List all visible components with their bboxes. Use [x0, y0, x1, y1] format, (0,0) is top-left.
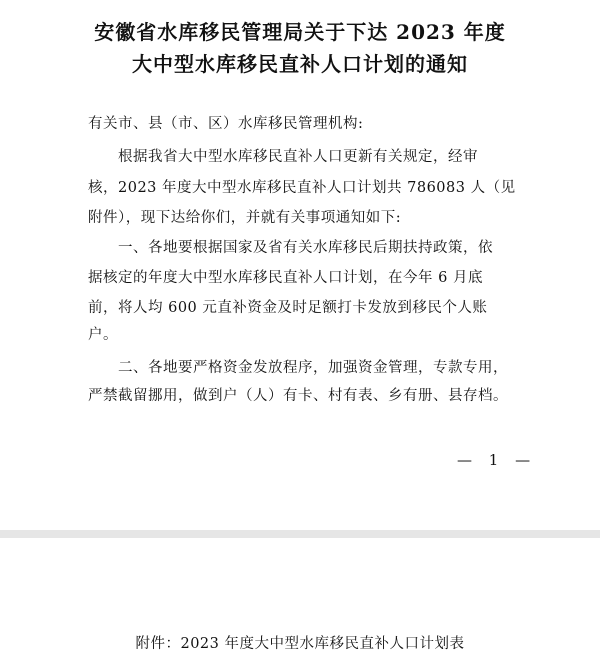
- document-page-2: [0, 538, 600, 662]
- attachment-line: 附件：2023 年度大中型水库移民直补人口计划表: [135, 636, 465, 652]
- document-title-line-1: 安徽省水库移民管理局关于下达 2023 年度: [94, 20, 506, 44]
- salutation: 有关市、县（市、区）水库移民管理机构:: [88, 116, 364, 132]
- page-number: — 1 —: [457, 451, 537, 469]
- body-line: 附件），现下达给你们，并就有关事项通知如下:: [88, 210, 402, 226]
- body-line: 前，将人均 600 元直补资金及时足额打卡发放到移民个人账: [88, 300, 488, 316]
- body-line: 核，2023 年度大中型水库移民直补人口计划共 786083 人（见: [88, 180, 516, 196]
- body-line: 据核定的年度大中型水库移民直补人口计划，在今年 6 月底: [88, 270, 483, 286]
- body-line: 根据我省大中型水库移民直补人口更新有关规定，经审: [118, 149, 478, 165]
- document-title-line-2: 大中型水库移民直补人口计划的通知: [132, 52, 468, 76]
- body-line: 一、各地要根据国家及省有关水库移民后期扶持政策，依: [118, 240, 493, 256]
- body-line: 户。: [88, 327, 118, 343]
- body-line: 严禁截留挪用，做到户（人）有卡、村有表、乡有册、县存档。: [88, 388, 508, 404]
- body-line: 二、各地要严格资金发放程序，加强资金管理，专款专用，: [118, 360, 508, 376]
